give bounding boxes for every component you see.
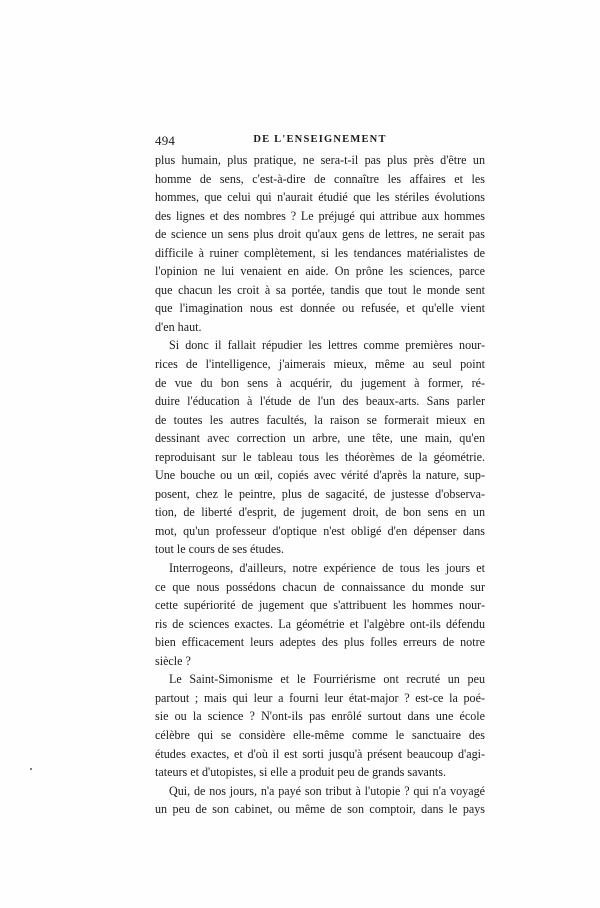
- text-line: célèbre qui se considère elle-même comme le sanctuaire des: [155, 727, 485, 742]
- text-line: rices de l'intelligence, j'aimerais mieux, même au seul point: [155, 357, 485, 372]
- text-line: tion, de liberté d'esprit, de jugement droit, de bon sens en un: [155, 505, 485, 520]
- paragraph: [155, 336, 485, 559]
- text-line: tout le cours de ses études.: [155, 542, 284, 557]
- running-head: [155, 133, 485, 151]
- text-line: un peu de son cabinet, ou même de son comptoir, dans le pays: [155, 802, 485, 817]
- text-line: partout ; mais qui leur a fourni leur état-major ? est-ce la poé-: [155, 690, 485, 705]
- body-text: [155, 151, 485, 819]
- paragraph: [155, 670, 485, 781]
- text-line: bien efficacement leurs adeptes des plus folles erreurs de notre: [155, 635, 485, 650]
- text-line: études exactes, et d'où il est sorti jusqu'à présent beaucoup d'agi-: [155, 746, 485, 761]
- text-line: tateurs et d'utopistes, si elle a produit peu de grands savants.: [155, 765, 447, 780]
- text-line: ris de sciences exactes. La géométrie et l'algèbre ont-ils défendu: [155, 616, 485, 631]
- text-line: des lignes et des nombres ? Le préjugé qui attribue aux hommes: [155, 208, 485, 223]
- paragraph: [155, 782, 485, 819]
- text-line: de vue du bon sens à acquérir, du jugement à former, ré-: [155, 375, 485, 390]
- text-line: Une bouche ou un œil, copiés avec vérité d'après la nature, sup-: [155, 468, 485, 483]
- text-line: ce que nous possédons chacun de connaissance du monde sur: [155, 579, 485, 594]
- text-line: de science un sens plus droit qu'aux gens de lettres, ne serait pas: [155, 227, 485, 242]
- paragraph: [155, 559, 485, 670]
- text-line: d'en haut.: [155, 319, 202, 334]
- text-line: homme de sens, c'est-à-dire de connaître les affaires et les: [155, 171, 485, 186]
- text-line: l'opinion ne lui venaient en aide. On prône les sciences, parce: [155, 264, 485, 279]
- text-line: plus humain, plus pratique, ne sera-t-il pas plus près d'être un: [155, 153, 485, 167]
- text-line: que l'imagination nous est donnée ou refusée, et qu'elle vient: [155, 301, 485, 316]
- text-line: Le Saint-Simonisme et le Fourriérisme ont recruté un peu: [169, 672, 485, 687]
- text-line: sie ou la science ? N'ont-ils pas enrôlé surtout dans une école: [155, 709, 485, 724]
- text-line: posent, chez le peintre, plus de sagacité, de justesse d'observa-: [155, 486, 485, 501]
- text-line: duire l'éducation à l'étude de l'un des beaux-arts. Sans parler: [155, 394, 485, 409]
- ink-speck: [30, 768, 32, 770]
- text-line: Interrogeons, d'ailleurs, notre expérience de tous les jours et: [169, 561, 485, 576]
- text-line: de toutes les autres facultés, la raison se formerait mieux en: [155, 412, 485, 427]
- text-line: mot, qu'un professeur d'optique n'est obligé d'en dépenser dans: [155, 523, 485, 538]
- page-number: 494: [155, 133, 176, 148]
- text-line: siècle ?: [155, 653, 191, 668]
- text-line: Qui, de nos jours, n'a payé son tribut à l'utopie ? qui n'a voyagé: [169, 783, 485, 798]
- running-title: DE L'ENSEIGNEMENT: [253, 134, 387, 145]
- text-line: difficile à ruiner complètement, si les tendances matérialistes de: [155, 245, 485, 260]
- text-line: cette supériorité de jugement que s'attribuent les hommes nour-: [155, 598, 485, 613]
- text-line: que chacun les croit à sa portée, tandis que tout le monde sent: [155, 282, 485, 297]
- paragraph: [155, 151, 485, 336]
- text-line: hommes, que celui qui n'aurait étudié que les stériles évolutions: [155, 190, 485, 205]
- text-line: dessinant avec correction un arbre, une tête, une main, qu'en: [155, 431, 485, 446]
- text-line: reproduisant sur le tableau tous les théorèmes de la géométrie.: [155, 449, 485, 464]
- text-line: Si donc il fallait répudier les lettres comme premières nour-: [169, 338, 485, 353]
